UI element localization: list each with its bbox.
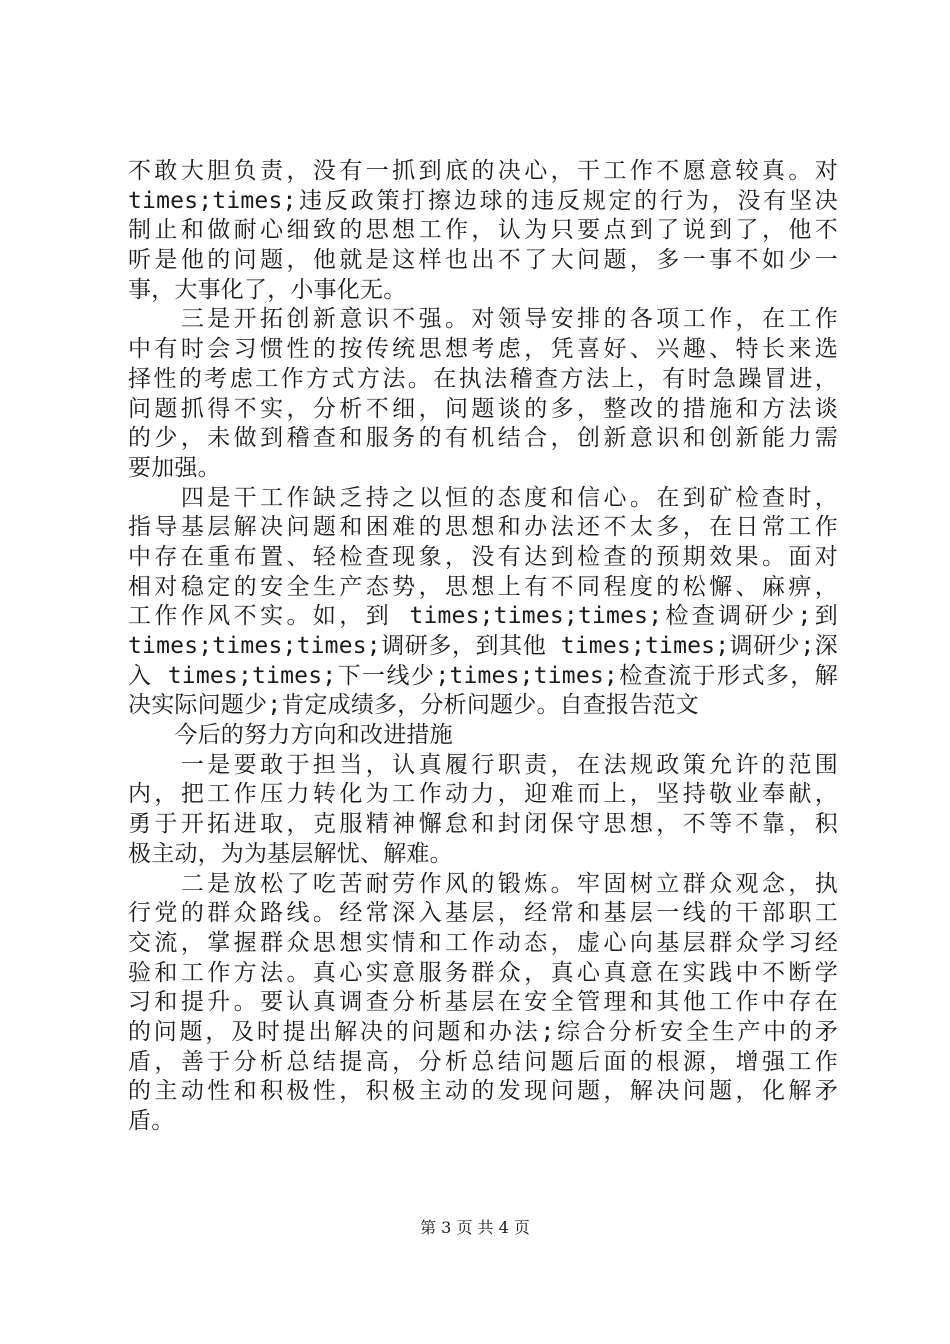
text-line: 三是开拓创新意识不强。对领导安排的各项工作，在工作 <box>128 306 838 333</box>
body-text <box>128 157 838 1137</box>
text-line: 的少，未做到稽查和服务的有机结合，创新意识和创新能力需 <box>128 425 838 452</box>
text-line: 不敢大胆负责，没有一抓到底的决心，干工作不愿意较真。对 <box>128 158 838 184</box>
text-line: 盾，善于分析总结提高，分析总结问题后面的根源，增强工作 <box>128 1048 838 1075</box>
text-line: 四是干工作缺乏持之以恒的态度和信心。在到矿检查时， <box>128 484 838 511</box>
text-line: 一是要敢于担当，认真履行职责，在法规政策允许的范围 <box>128 751 838 778</box>
text-line: 内，把工作压力转化为工作动力，迎难而上，坚持敬业奉献， <box>128 781 838 808</box>
text-line: 要加强。 <box>128 454 221 481</box>
text-line: 的问题，及时提出解决的问题和办法;综合分析安全生产中的矛 <box>128 1018 838 1045</box>
text-line: 极主动，为为基层解忧、解难。 <box>128 840 453 867</box>
text-line: 勇于开拓进取，克服精神懈怠和封闭保守思想，不等不靠，积 <box>128 811 838 838</box>
page-number-footer: 第 3 页 共 4 页 <box>420 1218 530 1237</box>
text-line: 习和提升。要认真调查分析基层在安全管理和其他工作中存在 <box>128 989 838 1016</box>
text-line: 问题抓得不实，分析不细，问题谈的多，整改的措施和方法谈 <box>128 395 838 422</box>
section-heading: 今后的努力方向和改进措施 <box>128 722 453 749</box>
text-line: 的主动性和积极性，积极主动的发现问题，解决问题，化解矛 <box>128 1078 838 1105</box>
text-line: 工作作风不实。如，到 times;times;times;检查调研少;到 <box>128 603 838 630</box>
text-line: 验和工作方法。真心实意服务群众，真心真意在实践中不断学 <box>128 959 838 986</box>
text-line: 中有时会习惯性的按传统思想考虑，凭喜好、兴趣、特长来选 <box>128 336 838 363</box>
text-line: 中存在重布置、轻检查现象，没有达到检查的预期效果。面对 <box>128 543 838 570</box>
text-line: 指导基层解决问题和困难的思想和办法还不太多，在日常工作 <box>128 514 838 541</box>
text-line: 相对稳定的安全生产态势，思想上有不同程度的松懈、麻痹， <box>128 573 838 600</box>
text-line: times;times;违反政策打擦边球的违反规定的行为，没有坚决 <box>128 187 838 214</box>
text-line: 事，大事化了，小事化无。 <box>128 276 407 303</box>
text-line: 行党的群众路线。经常深入基层，经常和基层一线的干部职工 <box>128 900 838 927</box>
text-line: 听是他的问题，他就是这样也出不了大问题，多一事不如少一 <box>128 247 838 274</box>
text-line: 制止和做耐心细致的思想工作，认为只要点到了说到了，他不 <box>128 217 838 244</box>
text-line: 交流，掌握群众思想实情和工作动态，虚心向基层群众学习经 <box>128 929 838 956</box>
text-line: 择性的考虑工作方式方法。在执法稽查方法上，有时急躁冒进， <box>128 365 838 392</box>
text-line: 二是放松了吃苦耐劳作风的锻炼。牢固树立群众观念，执 <box>128 870 838 897</box>
text-line: times;times;times;调研多，到其他 times;times;调研少;深 <box>128 633 838 659</box>
text-line: 决实际问题少;肯定成绩多，分析问题少。自查报告范文 <box>128 692 699 719</box>
text-line: 盾。 <box>128 1108 175 1134</box>
text-line: 入 times;times;下一线少;times;times;检查流于形式多，解 <box>128 662 838 689</box>
